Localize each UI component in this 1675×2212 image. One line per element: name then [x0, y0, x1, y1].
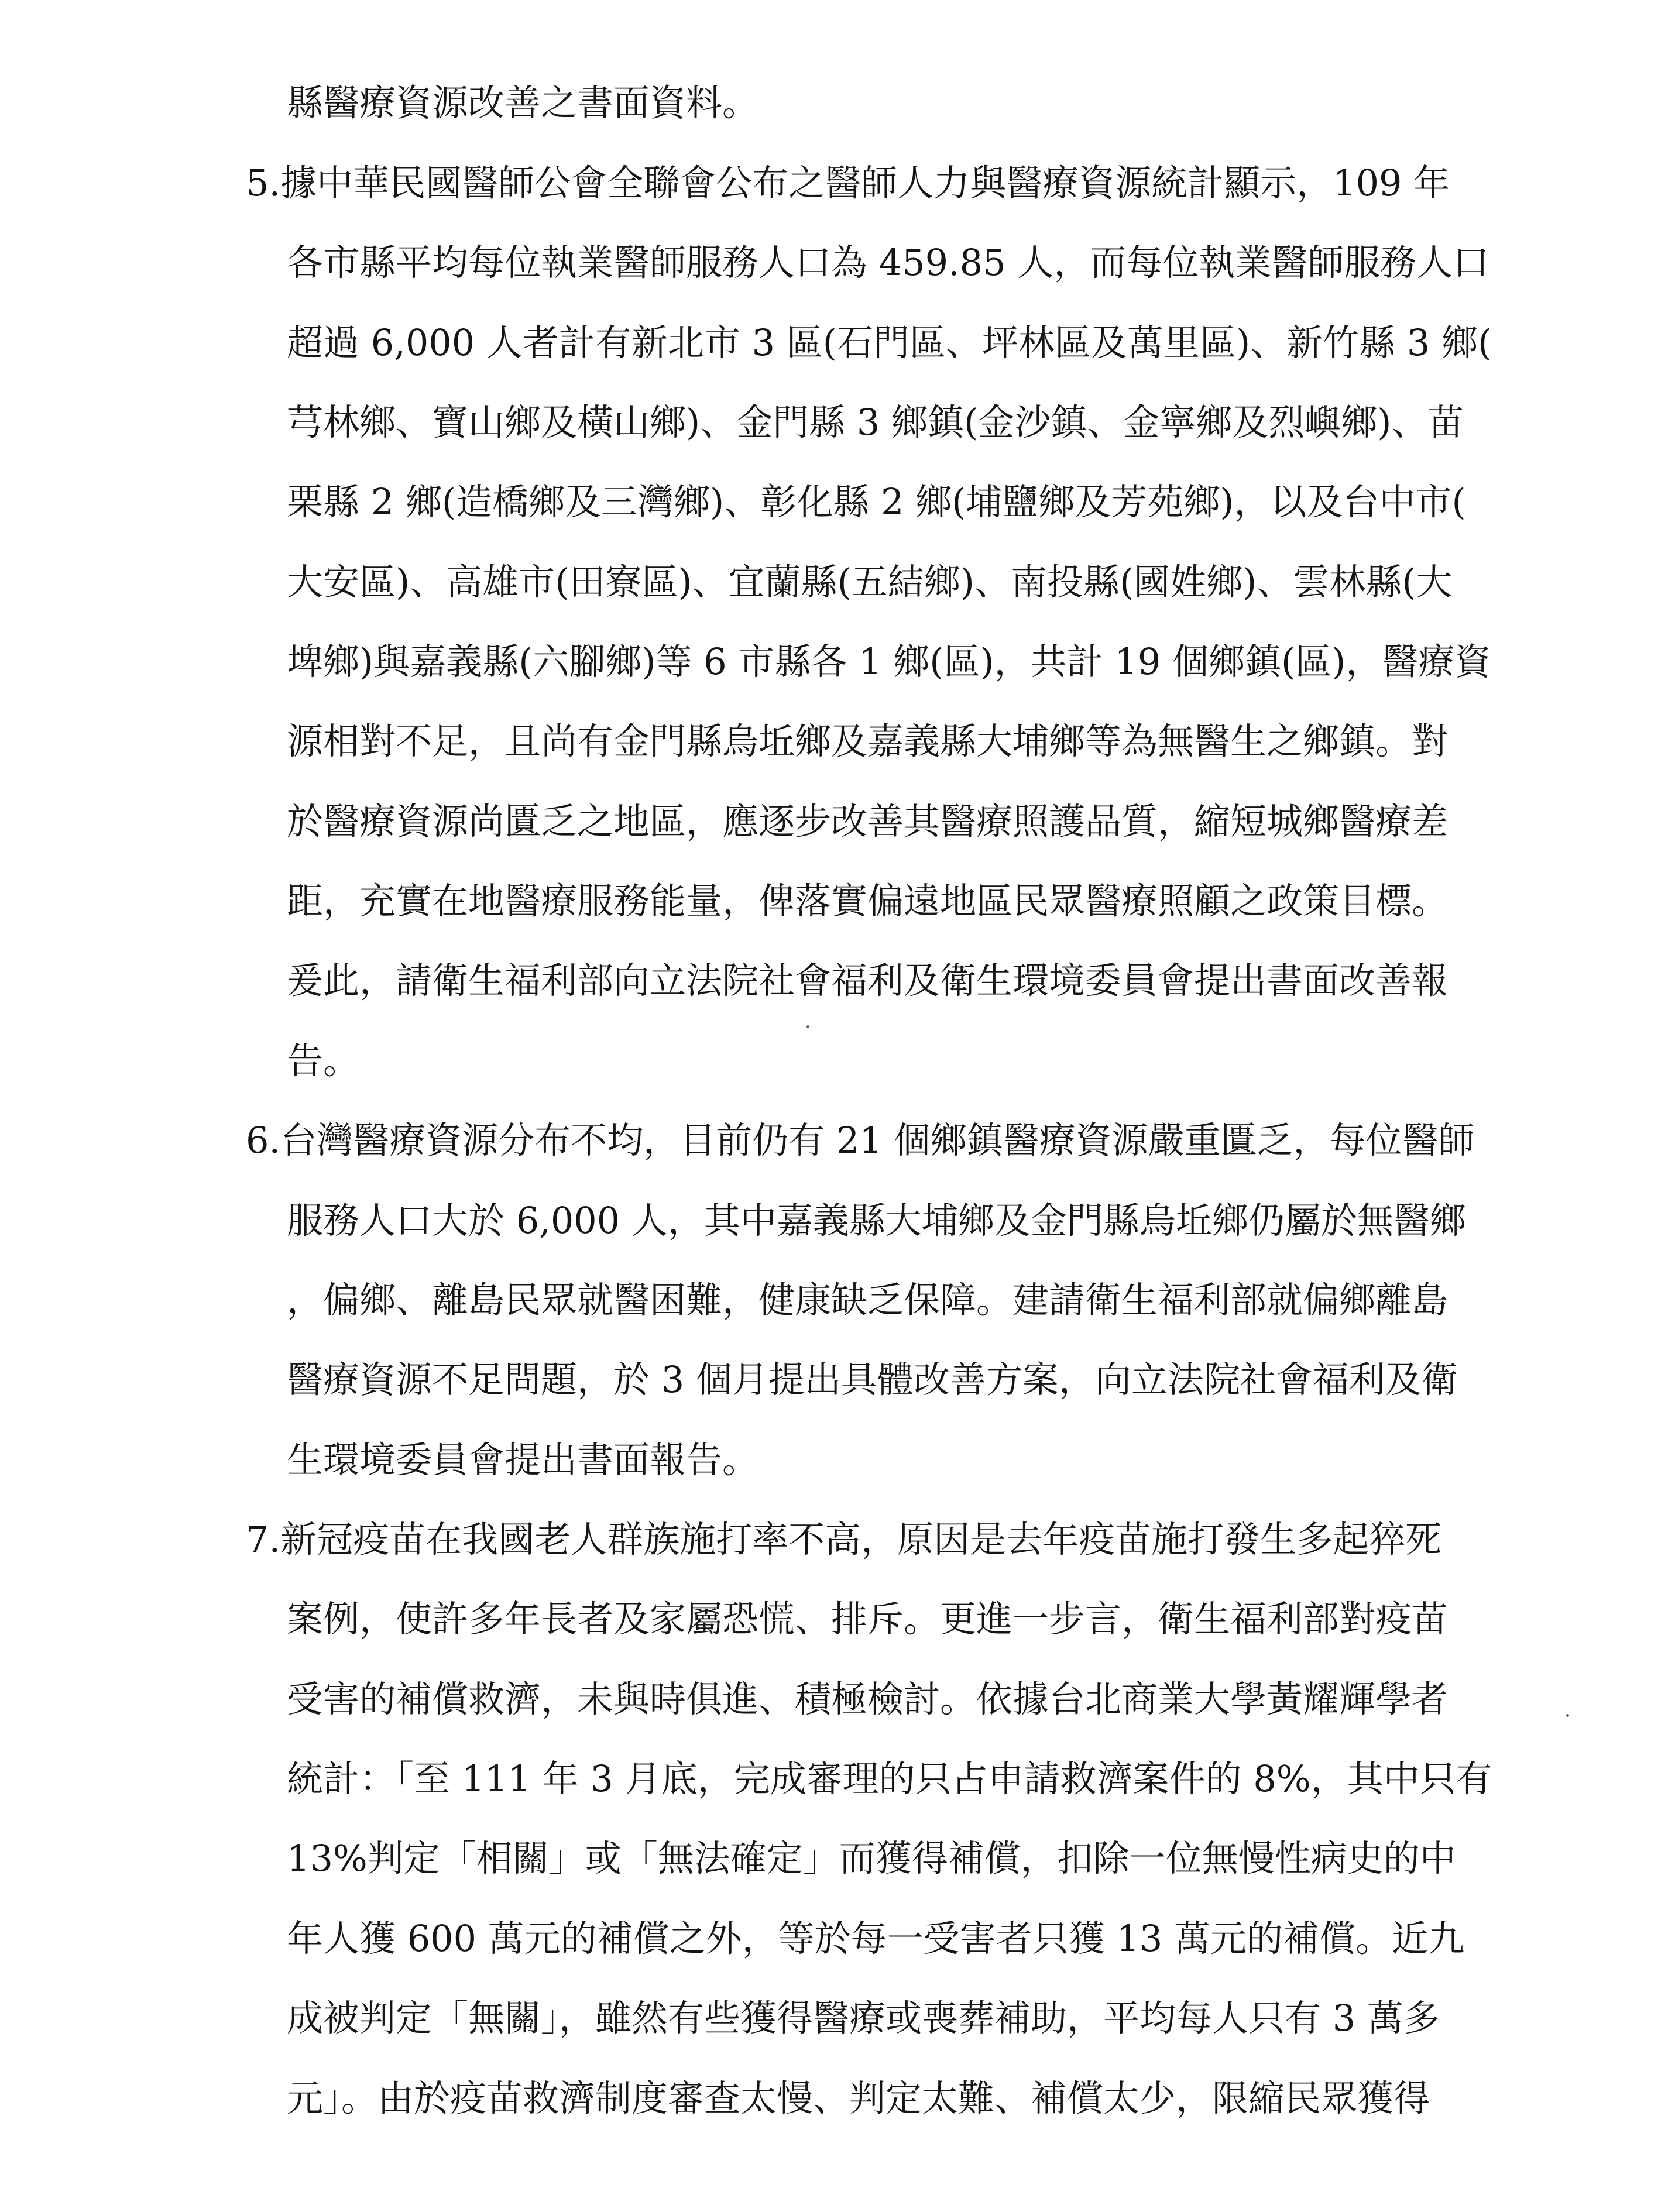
scan-speck: [806, 1025, 809, 1028]
text-line: 縣醫療資源改善之書面資料。: [287, 81, 759, 124]
text-line: 爰此，請衛生福利部向立法院社會福利及衛生環境委員會提出書面改善報: [287, 959, 1449, 1002]
text-line: 年人獲 600 萬元的補償之外，等於每一受害者只獲 13 萬元的補償。近九: [287, 1917, 1465, 1960]
item-7-first-line: 7.新冠疫苗在我國老人群族施打率不高，原因是去年疫苗施打發生多起猝死: [246, 1518, 1442, 1561]
text-line: 服務人口大於 6,000 人，其中嘉義縣大埔鄉及金門縣烏坵鄉仍屬於無醫鄉: [287, 1199, 1466, 1242]
text-line: 生環境委員會提出書面報告。: [287, 1438, 759, 1481]
text-line: 成被判定「無關」，雖然有些獲得醫療或喪葬補助，平均每人只有 3 萬多: [287, 1997, 1440, 2039]
text-line: 芎林鄉、寶山鄉及橫山鄉)、金門縣 3 鄉鎮(金沙鎮、金寧鄉及烈嶼鄉)、苗: [287, 401, 1464, 444]
text-line: ，偏鄉、離島民眾就醫困難，健康缺乏保障。建請衛生福利部就偏鄉離島: [287, 1279, 1449, 1321]
text-line: 各市縣平均每位執業醫師服務人口為 459.85 人，而每位執業醫師服務人口: [287, 241, 1489, 284]
text-line: 於醫療資源尚匱乏之地區，應逐步改善其醫療照護品質，縮短城鄉醫療差: [287, 800, 1449, 843]
scan-speck: [1566, 1714, 1569, 1717]
text-line: 距，充實在地醫療服務能量，俾落實偏遠地區民眾醫療照顧之政策目標。: [287, 880, 1449, 922]
text-line: 栗縣 2 鄉(造橋鄉及三灣鄉)、彰化縣 2 鄉(埔鹽鄉及芳苑鄉)，以及台中市(: [287, 480, 1466, 523]
text-line: 大安區)、高雄市(田寮區)、宜蘭縣(五結鄉)、南投縣(國姓鄉)、雲林縣(大: [287, 561, 1453, 603]
text-line: 埤鄉)與嘉義縣(六腳鄉)等 6 市縣各 1 鄉(區)，共計 19 個鄉鎮(區)，醫療資: [287, 640, 1491, 683]
text-line: 受害的補償救濟，未與時俱進、積極檢討。依據台北商業大學黃耀輝學者: [287, 1678, 1449, 1720]
text-line: 案例，使許多年長者及家屬恐慌、排斥。更進一步言，衛生福利部對疫苗: [287, 1598, 1449, 1640]
text-line: 醫療資源不足問題，於 3 個月提出具體改善方案，向立法院社會福利及衛: [287, 1358, 1458, 1401]
text-line: 13%判定「相關」或「無法確定」而獲得補償，扣除一位無慢性病史的中: [287, 1837, 1456, 1880]
text-line: 統計：「至 111 年 3 月底，完成審理的只占申請救濟案件的 8%，其中只有: [287, 1757, 1492, 1800]
item-6-first-line: 6.台灣醫療資源分布不均，目前仍有 21 個鄉鎮醫療資源嚴重匱乏，每位醫師: [246, 1119, 1475, 1162]
item-5-first-line: 5.據中華民國醫師公會全聯會公布之醫師人力與醫療資源統計顯示，109 年: [246, 162, 1450, 204]
text-line: 告。: [287, 1039, 360, 1082]
text-line: 元」。由於疫苗救濟制度審查太慢、判定太難、補償太少，限縮民眾獲得: [287, 2077, 1430, 2120]
text-line: 超過 6,000 人者計有新北市 3 區(石門區、坪林區及萬里區)、新竹縣 3 鄉(: [287, 321, 1492, 364]
text-line: 源相對不足，且尚有金門縣烏坵鄉及嘉義縣大埔鄉等為無醫生之鄉鎮。對: [287, 720, 1449, 762]
